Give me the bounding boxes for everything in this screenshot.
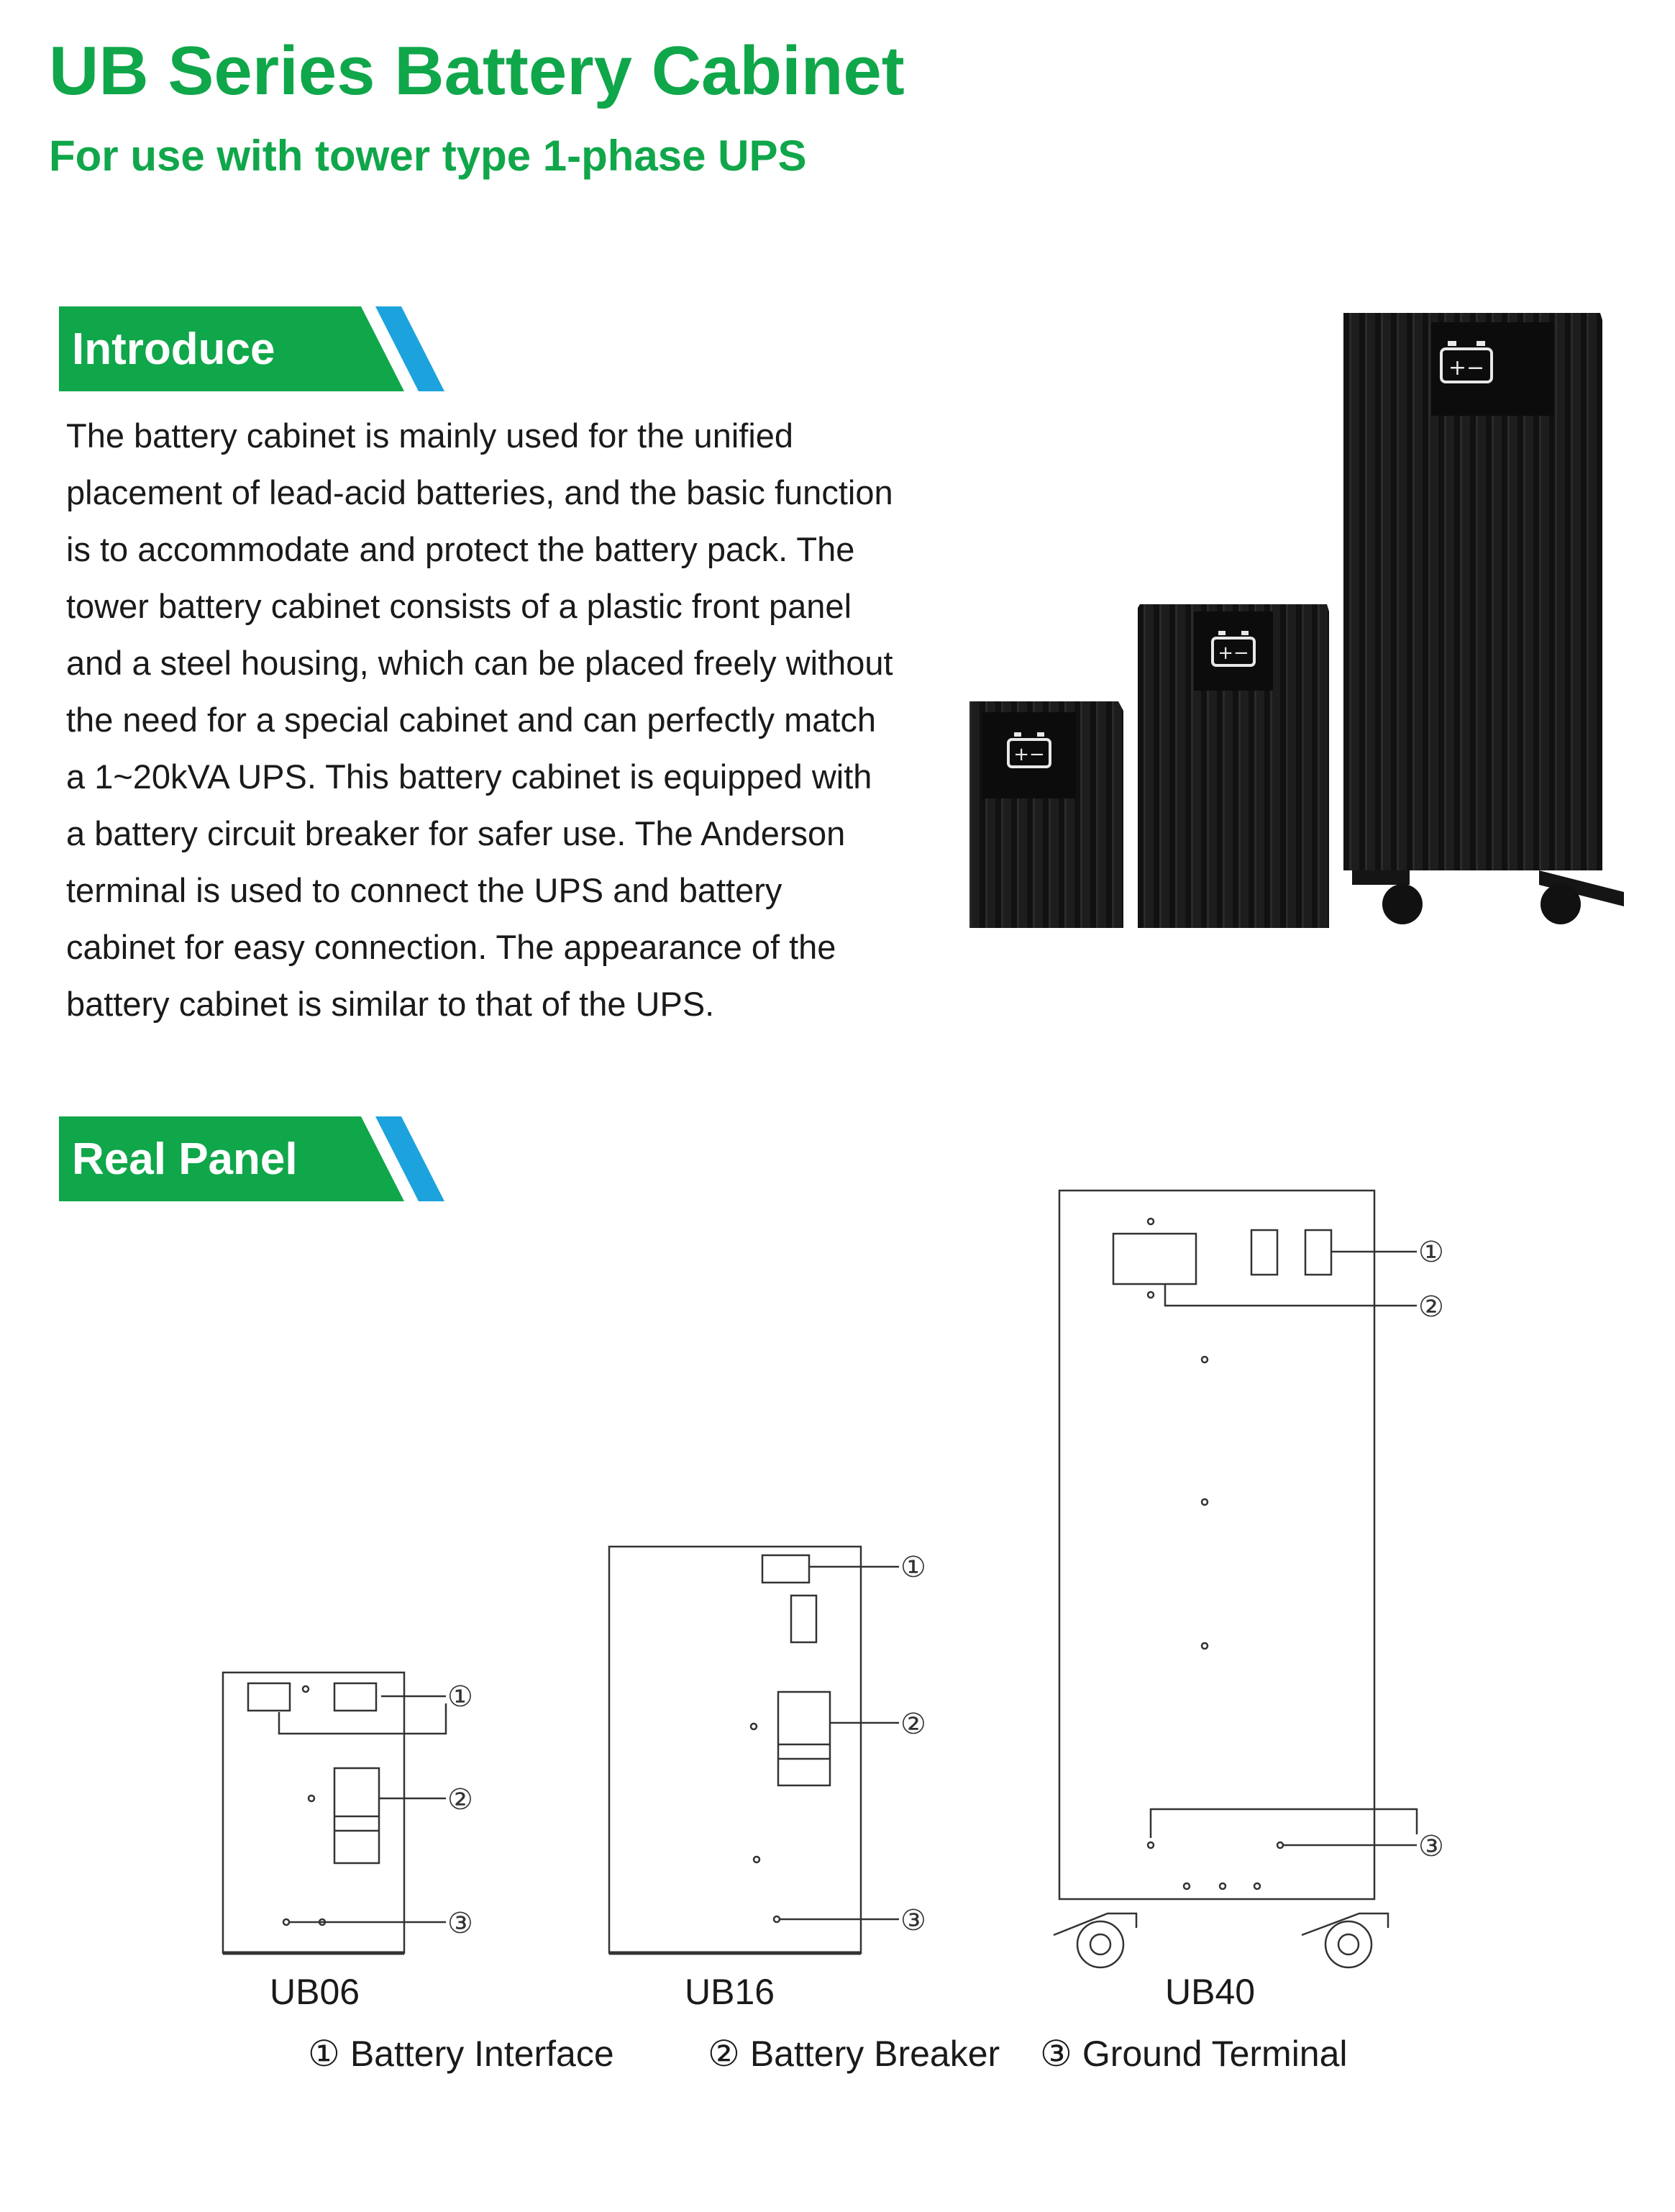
cabinet-small	[969, 701, 1123, 928]
caster-wheel	[1352, 870, 1423, 924]
intro-line: tower battery cabinet consists of a plastic front panel	[66, 587, 852, 625]
callout-2: ②	[447, 1783, 473, 1816]
cabinet-medium	[1138, 604, 1329, 928]
legend-ground-terminal	[1040, 2033, 1348, 2075]
caster-wheel	[1054, 1913, 1136, 1967]
intro-line: terminal is used to connect the UPS and battery	[66, 871, 782, 909]
model-label-ub16: UB16	[685, 1972, 775, 2012]
callout-2: ②	[1418, 1291, 1444, 1324]
callout-3: ③	[900, 1904, 926, 1937]
battery-breaker	[1113, 1234, 1196, 1284]
intro-line: The battery cabinet is mainly used for the unified	[66, 417, 794, 455]
model-label-ub06: UB06	[270, 1972, 360, 2012]
legend-text: Battery Breaker	[749, 2034, 1000, 2074]
model-label-ub40: UB40	[1165, 1972, 1256, 2012]
battery-interface-port	[791, 1596, 816, 1642]
legend-number: ③	[1040, 2034, 1072, 2074]
intro-line: cabinet for easy connection. The appearance of the	[66, 928, 836, 966]
callout-1: ①	[1418, 1236, 1444, 1269]
legend-battery-breaker	[708, 2033, 1000, 2075]
page-subtitle: For use with tower type 1-phase UPS	[49, 132, 807, 180]
battery-interface-port	[1305, 1230, 1331, 1275]
svg-text:+−: +−	[1218, 642, 1249, 664]
battery-breaker	[778, 1692, 830, 1785]
ub06-rear-panel	[223, 1672, 446, 1953]
intro-line: is to accommodate and protect the battery pack. The	[66, 530, 855, 568]
callout-1: ①	[900, 1551, 926, 1584]
legend-number: ②	[708, 2034, 740, 2074]
battery-interface-port	[1251, 1230, 1277, 1275]
caster-wheel	[1539, 870, 1624, 924]
rear-panel-drawings	[209, 1165, 1503, 1993]
battery-interface-port	[334, 1683, 376, 1711]
callout-1: ①	[447, 1680, 473, 1713]
svg-text:+−: +−	[1013, 744, 1045, 765]
callout-3: ③	[447, 1907, 473, 1940]
real-panel-heading-label: Real Panel	[72, 1134, 298, 1184]
battery-interface-port	[248, 1683, 290, 1711]
legend-text: Ground Terminal	[1082, 2034, 1348, 2074]
intro-line: battery cabinet is similar to that of the UPS.	[66, 985, 715, 1023]
ub16-rear-panel	[609, 1547, 899, 1953]
legend-battery-interface	[308, 2033, 614, 2075]
intro-line: and a steel housing, which can be placed freely without	[66, 644, 893, 682]
caster-wheel	[1302, 1913, 1388, 1967]
legend-number: ①	[308, 2034, 340, 2074]
legend-text: Battery Interface	[350, 2034, 614, 2074]
intro-line: placement of lead-acid batteries, and the basic function	[66, 473, 893, 511]
introduce-paragraph	[66, 407, 972, 1032]
intro-line: a battery circuit breaker for safer use. The Anderson	[66, 814, 846, 852]
page-title: UB Series Battery Cabinet	[49, 32, 905, 109]
callout-3: ③	[1418, 1830, 1444, 1863]
cabinet-tall	[1343, 313, 1624, 924]
svg-text:+−: +−	[1448, 355, 1485, 381]
callout-2: ②	[900, 1708, 926, 1741]
ub40-rear-panel	[1054, 1191, 1417, 1967]
intro-line: the need for a special cabinet and can perfectly match	[66, 701, 877, 739]
battery-interface-port	[762, 1555, 809, 1583]
battery-cabinets-photo	[964, 302, 1633, 935]
intro-line: a 1~20kVA UPS. This battery cabinet is equipped with	[66, 757, 872, 796]
introduce-heading-label: Introduce	[72, 324, 275, 374]
introduce-heading	[59, 306, 462, 391]
